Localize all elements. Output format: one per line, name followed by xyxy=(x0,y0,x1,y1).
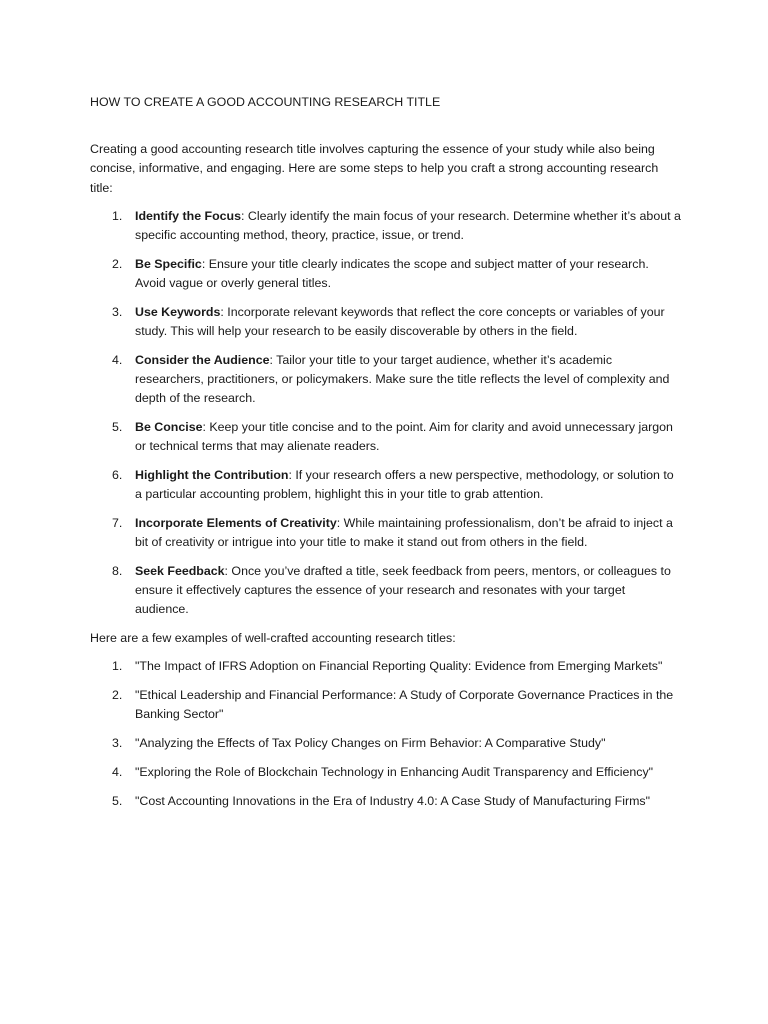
step-text: : Ensure your title clearly indicates the scope and subject matter of your research. Avoid vague or overly general titles. xyxy=(135,256,649,291)
step-item xyxy=(90,303,682,341)
example-item xyxy=(90,792,682,811)
step-text: : If your research offers a new perspective, methodology, or solution to a particular accounting problem, highlight this in your title to grab attention. xyxy=(135,468,674,502)
example-number: 1. xyxy=(112,659,123,674)
document-title: HOW TO CREATE A GOOD ACCOUNTING RESEARCH TITLE xyxy=(90,95,441,109)
step-item xyxy=(90,514,682,552)
example-item xyxy=(90,763,682,782)
step-term: Be Concise xyxy=(135,420,203,435)
step-item xyxy=(90,418,682,456)
example-number: 3. xyxy=(112,736,123,751)
example-number: 5. xyxy=(112,793,123,808)
steps-list xyxy=(90,207,682,620)
step-term: Consider the Audience xyxy=(135,352,270,367)
step-text: : Clearly identify the main focus of your research. Determine whether it’s about a specific accounting method, theory, practice, issue, or trend. xyxy=(135,208,681,243)
examples-list xyxy=(90,657,682,811)
step-number: 6. xyxy=(112,468,123,483)
example-number: 4. xyxy=(112,765,123,780)
step-number: 7. xyxy=(112,516,123,531)
step-text: : While maintaining professionalism, don’t be afraid to inject a bit of creativity or intrigue into your title to make it stand out from others in the field. xyxy=(135,516,673,550)
step-text: : Incorporate relevant keywords that reflect the core concepts or variables of your study. This will help your research to be easily discoverable by others in the field. xyxy=(135,304,665,339)
step-item xyxy=(90,207,682,245)
step-text: : Keep your title concise and to the point. Aim for clarity and avoid unnecessary jargon or technical terms that may alienate readers. xyxy=(135,420,673,454)
step-text: : Once you’ve drafted a title, seek feedback from peers, mentors, or colleagues to ensure it effectively captures the essence of your research and resonates with your target audience. xyxy=(135,564,671,617)
example-item xyxy=(90,657,682,676)
step-term: Incorporate Elements of Creativity xyxy=(135,516,337,531)
step-number: 1. xyxy=(112,208,123,223)
step-number: 4. xyxy=(112,352,123,367)
step-term: Identify the Focus xyxy=(135,208,242,223)
step-item xyxy=(90,255,682,293)
example-text: "Analyzing the Effects of Tax Policy Changes on Firm Behavior: A Comparative Study" xyxy=(135,736,606,751)
example-text: "Exploring the Role of Blockchain Technology in Enhancing Audit Transparency and Efficiency" xyxy=(135,765,654,780)
step-term: Highlight the Contribution xyxy=(135,468,289,483)
step-item xyxy=(90,562,682,620)
step-term: Use Keywords xyxy=(135,304,221,319)
step-number: 8. xyxy=(112,564,123,579)
example-item xyxy=(90,734,682,753)
step-term: Seek Feedback xyxy=(135,564,225,579)
example-text: "Cost Accounting Innovations in the Era of Industry 4.0: A Case Study of Manufacturing Firms" xyxy=(135,793,651,808)
step-number: 5. xyxy=(112,420,123,435)
step-item xyxy=(90,351,682,409)
examples-intro: Here are a few examples of well-crafted accounting research titles: xyxy=(90,631,456,646)
intro-paragraph: Creating a good accounting research title involves capturing the essence of your study while also being concise, informative, and engaging. Here are some steps to help you craft a strong accounting research title: xyxy=(90,142,659,195)
example-item xyxy=(90,686,682,724)
step-text: : Tailor your title to your target audience, whether it’s academic researchers, practitioners, or policymakers. Make sure the title reflects the level of complexity and depth of the research. xyxy=(135,352,670,406)
step-number: 2. xyxy=(112,256,123,271)
document-body xyxy=(90,93,682,821)
example-text: "The Impact of IFRS Adoption on Financial Reporting Quality: Evidence from Emerging Markets" xyxy=(135,659,663,674)
example-number: 2. xyxy=(112,688,123,703)
step-term: Be Specific xyxy=(135,256,202,271)
step-number: 3. xyxy=(112,304,123,319)
step-item xyxy=(90,466,682,504)
example-text: "Ethical Leadership and Financial Performance: A Study of Corporate Governance Practices in the Banking Sector" xyxy=(135,688,674,722)
